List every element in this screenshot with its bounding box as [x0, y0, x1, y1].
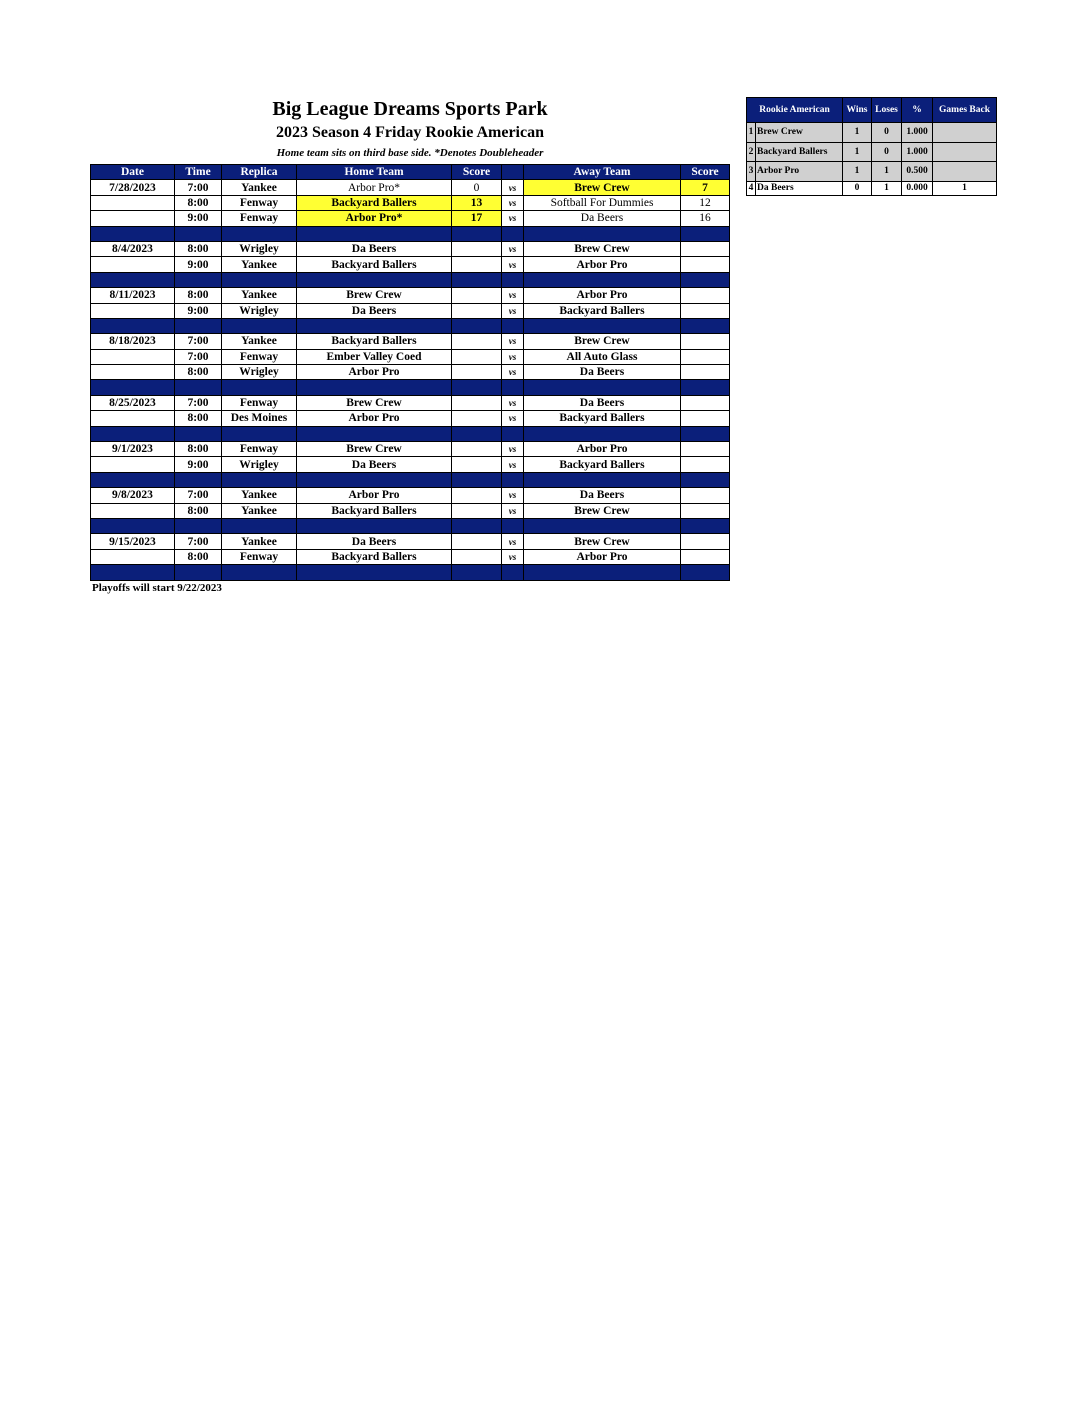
away-team: All Auto Glass: [524, 349, 681, 364]
separator-cell: [175, 472, 222, 487]
game-date: 9/8/2023: [91, 488, 175, 503]
vs-label: vs: [502, 180, 524, 195]
away-score: [681, 303, 730, 318]
standing-rank: 3: [747, 162, 756, 182]
home-score: [452, 349, 502, 364]
standing-rank: 1: [747, 123, 756, 143]
game-replica-field: Fenway: [222, 395, 297, 410]
game-replica-field: Yankee: [222, 488, 297, 503]
game-replica-field: Yankee: [222, 534, 297, 549]
game-row: [91, 549, 730, 564]
separator-cell: [502, 272, 524, 287]
separator-cell: [524, 380, 681, 395]
separator-cell: [297, 226, 452, 241]
home-score: [452, 395, 502, 410]
separator-cell: [297, 272, 452, 287]
column-header-vs: [502, 165, 524, 180]
standings-row: [747, 162, 997, 182]
game-time: 7:00: [175, 334, 222, 349]
game-row: [91, 503, 730, 518]
week-separator-row: [91, 426, 730, 441]
away-score: [681, 257, 730, 272]
game-replica-field: Wrigley: [222, 365, 297, 380]
away-score: [681, 395, 730, 410]
separator-cell: [222, 318, 297, 333]
home-score: [452, 257, 502, 272]
home-score: [452, 288, 502, 303]
column-header-home-score: Score: [452, 165, 502, 180]
standing-team: Da Beers: [756, 181, 843, 195]
game-time: 8:00: [175, 549, 222, 564]
separator-cell: [175, 318, 222, 333]
separator-cell: [452, 426, 502, 441]
game-date: [91, 365, 175, 380]
away-team: Da Beers: [524, 211, 681, 226]
away-team: Arbor Pro: [524, 288, 681, 303]
separator-cell: [452, 318, 502, 333]
away-score: [681, 365, 730, 380]
separator-cell: [681, 272, 730, 287]
separator-cell: [502, 518, 524, 533]
separator-cell: [524, 318, 681, 333]
game-row: [91, 334, 730, 349]
game-time: 9:00: [175, 257, 222, 272]
game-date: 9/15/2023: [91, 534, 175, 549]
game-replica-field: Fenway: [222, 442, 297, 457]
separator-cell: [681, 426, 730, 441]
separator-cell: [91, 272, 175, 287]
game-replica-field: Yankee: [222, 288, 297, 303]
standing-pct: 0.500: [902, 162, 933, 182]
standings-header-wins: Wins: [843, 98, 872, 123]
column-header-home-team: Home Team: [297, 165, 452, 180]
home-team: Arbor Pro*: [297, 211, 452, 226]
home-score: 17: [452, 211, 502, 226]
game-time: 8:00: [175, 411, 222, 426]
game-replica-field: Yankee: [222, 334, 297, 349]
away-team: Brew Crew: [524, 534, 681, 549]
home-team: Backyard Ballers: [297, 334, 452, 349]
separator-cell: [524, 472, 681, 487]
game-date: [91, 211, 175, 226]
standings-header-row: [747, 98, 997, 123]
away-team: Da Beers: [524, 365, 681, 380]
home-team: Brew Crew: [297, 288, 452, 303]
game-time: 9:00: [175, 211, 222, 226]
away-score: [681, 241, 730, 256]
standing-wins: 1: [843, 123, 872, 143]
week-separator-row: [91, 518, 730, 533]
column-header-replica: Replica: [222, 165, 297, 180]
separator-cell: [175, 226, 222, 241]
separator-cell: [524, 565, 681, 580]
separator-cell: [452, 226, 502, 241]
vs-label: vs: [502, 303, 524, 318]
standing-team: Brew Crew: [756, 123, 843, 143]
column-header-away-team: Away Team: [524, 165, 681, 180]
standings-body: [747, 123, 997, 196]
away-team: Arbor Pro: [524, 549, 681, 564]
game-row: [91, 488, 730, 503]
separator-cell: [297, 472, 452, 487]
separator-cell: [222, 426, 297, 441]
separator-cell: [297, 318, 452, 333]
game-date: [91, 503, 175, 518]
game-replica-field: Fenway: [222, 211, 297, 226]
game-date: [91, 303, 175, 318]
home-team: Da Beers: [297, 534, 452, 549]
standing-loses: 1: [872, 162, 902, 182]
separator-cell: [91, 518, 175, 533]
separator-cell: [452, 272, 502, 287]
home-score: [452, 411, 502, 426]
week-separator-row: [91, 565, 730, 580]
separator-cell: [222, 518, 297, 533]
game-replica-field: Wrigley: [222, 241, 297, 256]
separator-cell: [452, 518, 502, 533]
home-team: Arbor Pro: [297, 411, 452, 426]
separator-cell: [175, 518, 222, 533]
game-time: 8:00: [175, 241, 222, 256]
home-score: [452, 303, 502, 318]
game-row: [91, 349, 730, 364]
home-team: Brew Crew: [297, 442, 452, 457]
separator-cell: [502, 426, 524, 441]
game-row: [91, 257, 730, 272]
standing-wins: 0: [843, 181, 872, 195]
separator-cell: [175, 380, 222, 395]
separator-cell: [91, 318, 175, 333]
away-team: Da Beers: [524, 488, 681, 503]
game-time: 7:00: [175, 395, 222, 410]
separator-cell: [297, 518, 452, 533]
game-time: 7:00: [175, 349, 222, 364]
game-date: 8/11/2023: [91, 288, 175, 303]
away-team: Arbor Pro: [524, 442, 681, 457]
game-date: [91, 349, 175, 364]
home-score: [452, 365, 502, 380]
game-row: [91, 303, 730, 318]
away-score: [681, 488, 730, 503]
away-team: Softball For Dummies: [524, 195, 681, 210]
schedule-header-row: [91, 165, 730, 180]
separator-cell: [91, 565, 175, 580]
separator-cell: [222, 272, 297, 287]
separator-cell: [91, 426, 175, 441]
vs-label: vs: [502, 457, 524, 472]
separator-cell: [91, 380, 175, 395]
game-date: 8/4/2023: [91, 241, 175, 256]
week-separator-row: [91, 472, 730, 487]
game-date: [91, 257, 175, 272]
vs-label: vs: [502, 411, 524, 426]
game-row: [91, 195, 730, 210]
away-score: [681, 457, 730, 472]
game-date: [91, 195, 175, 210]
vs-label: vs: [502, 334, 524, 349]
standing-loses: 0: [872, 123, 902, 143]
away-score: [681, 334, 730, 349]
game-replica-field: Yankee: [222, 180, 297, 195]
schedule-body: [91, 180, 730, 580]
home-team: Arbor Pro: [297, 488, 452, 503]
separator-cell: [524, 426, 681, 441]
separator-cell: [452, 472, 502, 487]
away-score: [681, 411, 730, 426]
home-team: Backyard Ballers: [297, 549, 452, 564]
home-team: Brew Crew: [297, 395, 452, 410]
game-row: [91, 534, 730, 549]
standing-rank: 2: [747, 142, 756, 162]
home-team: Arbor Pro: [297, 365, 452, 380]
week-separator-row: [91, 226, 730, 241]
standing-wins: 1: [843, 142, 872, 162]
week-separator-row: [91, 272, 730, 287]
home-score: [452, 457, 502, 472]
week-separator-row: [91, 318, 730, 333]
standings-row: [747, 123, 997, 143]
away-score: [681, 549, 730, 564]
home-score: [452, 488, 502, 503]
game-time: 7:00: [175, 534, 222, 549]
doubleheader-note: Home team sits on third base side. *Denotes Doubleheader: [276, 147, 544, 159]
standing-rank: 4: [747, 181, 756, 195]
home-team: Backyard Ballers: [297, 195, 452, 210]
game-replica-field: Des Moines: [222, 411, 297, 426]
separator-cell: [297, 565, 452, 580]
vs-label: vs: [502, 241, 524, 256]
away-team: Brew Crew: [524, 241, 681, 256]
game-time: 9:00: [175, 457, 222, 472]
separator-cell: [681, 226, 730, 241]
separator-cell: [524, 518, 681, 533]
game-date: 8/25/2023: [91, 395, 175, 410]
away-score: 16: [681, 211, 730, 226]
vs-label: vs: [502, 549, 524, 564]
away-team: Backyard Ballers: [524, 411, 681, 426]
vs-label: vs: [502, 395, 524, 410]
game-replica-field: Yankee: [222, 503, 297, 518]
standing-games-back: [933, 142, 997, 162]
home-team: Arbor Pro*: [297, 180, 452, 195]
away-team: Da Beers: [524, 395, 681, 410]
standing-loses: 1: [872, 181, 902, 195]
standings-header-division: Rookie American: [747, 98, 843, 123]
separator-cell: [175, 426, 222, 441]
separator-cell: [502, 380, 524, 395]
away-score: [681, 503, 730, 518]
vs-label: vs: [502, 195, 524, 210]
separator-cell: [502, 226, 524, 241]
away-team: Backyard Ballers: [524, 457, 681, 472]
separator-cell: [524, 272, 681, 287]
game-row: [91, 288, 730, 303]
separator-cell: [175, 565, 222, 580]
game-time: 8:00: [175, 442, 222, 457]
standing-games-back: [933, 123, 997, 143]
home-score: [452, 442, 502, 457]
game-date: 8/18/2023: [91, 334, 175, 349]
separator-cell: [502, 318, 524, 333]
vs-label: vs: [502, 365, 524, 380]
separator-cell: [91, 226, 175, 241]
away-team: Arbor Pro: [524, 257, 681, 272]
column-header-away-score: Score: [681, 165, 730, 180]
game-time: 7:00: [175, 180, 222, 195]
game-date: [91, 549, 175, 564]
home-team: Da Beers: [297, 303, 452, 318]
standing-pct: 1.000: [902, 123, 933, 143]
vs-label: vs: [502, 211, 524, 226]
standing-team: Backyard Ballers: [756, 142, 843, 162]
vs-label: vs: [502, 534, 524, 549]
away-team: Brew Crew: [524, 503, 681, 518]
page-title: Big League Dreams Sports Park: [272, 98, 548, 120]
standing-loses: 0: [872, 142, 902, 162]
game-row: [91, 211, 730, 226]
away-team: Brew Crew: [524, 180, 681, 195]
vs-label: vs: [502, 288, 524, 303]
vs-label: vs: [502, 349, 524, 364]
home-team: Da Beers: [297, 457, 452, 472]
separator-cell: [502, 565, 524, 580]
separator-cell: [222, 380, 297, 395]
home-score: [452, 241, 502, 256]
game-row: [91, 395, 730, 410]
standings-row: [747, 181, 997, 195]
game-date: 7/28/2023: [91, 180, 175, 195]
game-time: 7:00: [175, 488, 222, 503]
game-row: [91, 442, 730, 457]
game-row: [91, 180, 730, 195]
standing-pct: 0.000: [902, 181, 933, 195]
separator-cell: [91, 472, 175, 487]
separator-cell: [222, 226, 297, 241]
away-score: [681, 534, 730, 549]
home-score: [452, 534, 502, 549]
home-team: Backyard Ballers: [297, 503, 452, 518]
home-team: Da Beers: [297, 241, 452, 256]
game-time: 9:00: [175, 303, 222, 318]
separator-cell: [222, 472, 297, 487]
week-separator-row: [91, 380, 730, 395]
separator-cell: [297, 426, 452, 441]
standings-header-games-back: Games Back: [933, 98, 997, 123]
game-date: [91, 457, 175, 472]
vs-label: vs: [502, 503, 524, 518]
game-replica-field: Fenway: [222, 195, 297, 210]
away-team: Backyard Ballers: [524, 303, 681, 318]
schedule-table: [90, 164, 730, 581]
away-score: [681, 442, 730, 457]
away-score: 7: [681, 180, 730, 195]
separator-cell: [502, 472, 524, 487]
game-time: 8:00: [175, 288, 222, 303]
separator-cell: [297, 380, 452, 395]
game-date: [91, 411, 175, 426]
separator-cell: [681, 565, 730, 580]
separator-cell: [452, 565, 502, 580]
game-replica-field: Fenway: [222, 349, 297, 364]
game-date: 9/1/2023: [91, 442, 175, 457]
standing-team: Arbor Pro: [756, 162, 843, 182]
standing-games-back: 1: [933, 181, 997, 195]
home-team: Ember Valley Coed: [297, 349, 452, 364]
standings-header-loses: Loses: [872, 98, 902, 123]
column-header-time: Time: [175, 165, 222, 180]
away-score: [681, 349, 730, 364]
column-header-date: Date: [91, 165, 175, 180]
game-replica-field: Yankee: [222, 257, 297, 272]
separator-cell: [452, 380, 502, 395]
home-score: [452, 334, 502, 349]
vs-label: vs: [502, 257, 524, 272]
standing-wins: 1: [843, 162, 872, 182]
separator-cell: [681, 380, 730, 395]
standings-header-pct: %: [902, 98, 933, 123]
away-score: [681, 288, 730, 303]
game-row: [91, 411, 730, 426]
standing-pct: 1.000: [902, 142, 933, 162]
game-replica-field: Wrigley: [222, 457, 297, 472]
separator-cell: [681, 472, 730, 487]
away-score: 12: [681, 195, 730, 210]
separator-cell: [681, 518, 730, 533]
game-row: [91, 457, 730, 472]
separator-cell: [222, 565, 297, 580]
separator-cell: [175, 272, 222, 287]
home-score: 0: [452, 180, 502, 195]
home-team: Backyard Ballers: [297, 257, 452, 272]
game-row: [91, 365, 730, 380]
standings-table: [746, 97, 997, 196]
home-score: 13: [452, 195, 502, 210]
vs-label: vs: [502, 442, 524, 457]
game-time: 8:00: [175, 195, 222, 210]
season-subtitle: 2023 Season 4 Friday Rookie American: [276, 124, 544, 141]
home-score: [452, 503, 502, 518]
playoffs-note: Playoffs will start 9/22/2023: [92, 582, 222, 594]
home-score: [452, 549, 502, 564]
game-replica-field: Wrigley: [222, 303, 297, 318]
separator-cell: [524, 226, 681, 241]
game-row: [91, 241, 730, 256]
game-time: 8:00: [175, 365, 222, 380]
game-time: 8:00: [175, 503, 222, 518]
separator-cell: [681, 318, 730, 333]
game-replica-field: Fenway: [222, 549, 297, 564]
standings-row: [747, 142, 997, 162]
standing-games-back: [933, 162, 997, 182]
vs-label: vs: [502, 488, 524, 503]
away-team: Brew Crew: [524, 334, 681, 349]
